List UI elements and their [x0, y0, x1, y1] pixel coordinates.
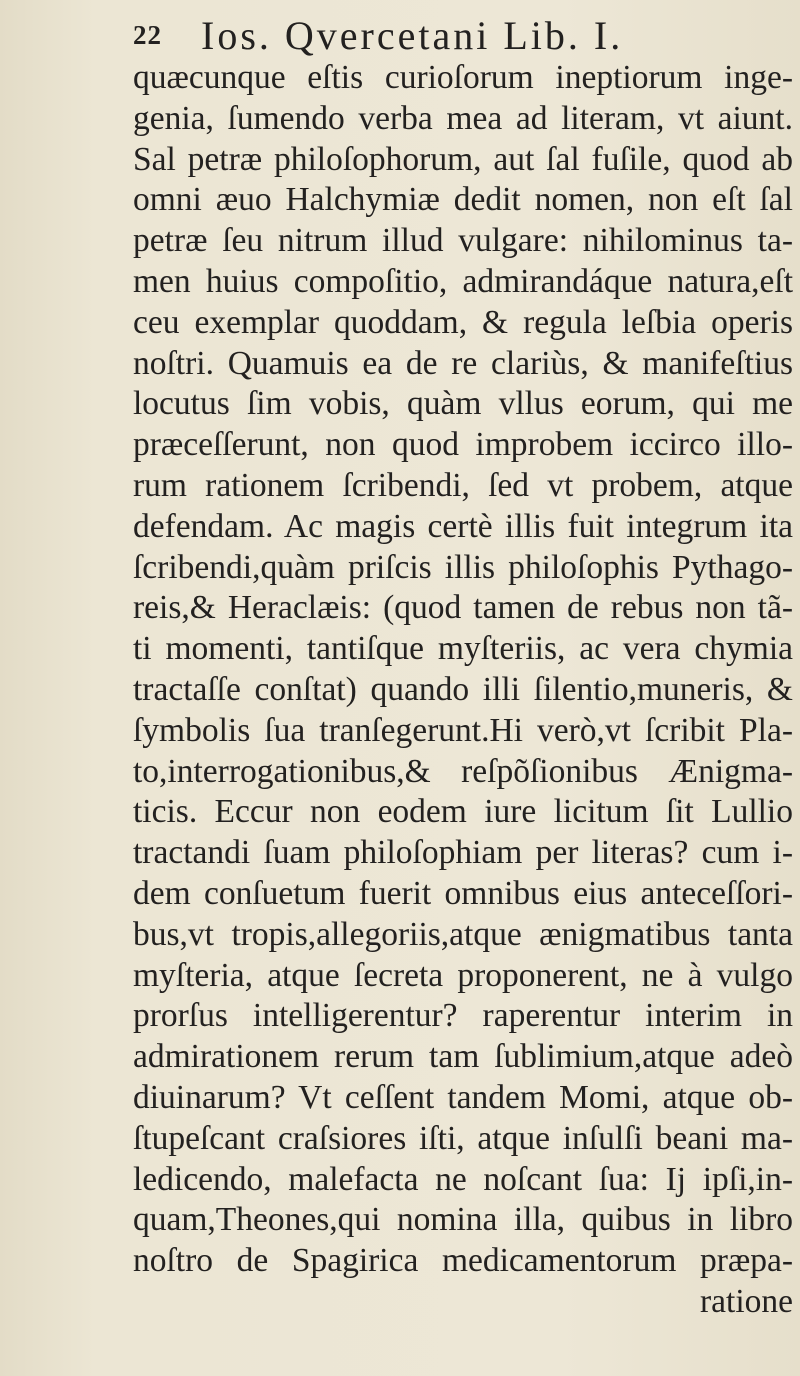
text-line: reis,& Heraclæis: (quod tamen de rebus non tã-: [133, 589, 793, 627]
text-line: quæcunque eſtis curioſorum ineptiorum inge-: [133, 59, 793, 96]
text-line: petræ ſeu nitrum illud vulgare: nihilominus ta-: [133, 222, 793, 260]
text-line: quam,Theones,qui nomina illa, quibus in libro: [133, 1201, 793, 1239]
catchword: ratione: [699, 1282, 793, 1320]
text-line: genia, ſumendo verba mea ad literam, vt aiunt.: [133, 99, 793, 137]
text-line: noſtro de Spagirica medicamentorum præpa-: [133, 1242, 793, 1280]
text-line: ledicendo, malefacta ne noſcant ſua: Ij ipſi,in-: [133, 1160, 793, 1198]
text-line: men huius compoſitio, admirandáque natura,eſt: [133, 262, 793, 300]
text-line: præceſſerunt, non quod improbem iccirco illo-: [133, 426, 793, 464]
body-text: [133, 58, 793, 1323]
text-line: dem conſuetum fuerit omnibus eius anteceſſori-: [133, 874, 793, 912]
text-line: locutus ſim vobis, quàm vllus eorum, qui me: [133, 385, 793, 423]
running-head: Ios. Qvercetani Lib. I.: [201, 13, 624, 58]
text-line: ſcribendi,quàm priſcis illis philoſophis Pythago-: [133, 548, 793, 586]
text-line: tractaſſe conſtat) quando illi ſilentio,muneris, &: [133, 670, 793, 708]
text-line: ſymbolis ſua tranſegerunt.Hi verò,vt ſcribit Pla-: [133, 711, 793, 749]
text-line: ſtupeſcant craſsiores iſti, atque inſulſi beani ma-: [133, 1119, 793, 1157]
text-line: ti momenti, tantiſque myſteriis, ac vera chymia: [133, 630, 793, 668]
text-line: ticis. Eccur non eodem iure licitum ſit Lullio: [133, 793, 793, 831]
text-line: ceu exemplar quoddam, & regula leſbia operis: [133, 303, 793, 341]
text-line: to,interrogationibus,& reſpõſionibus Ænigma-: [133, 752, 793, 790]
page-header: [133, 12, 793, 60]
text-line: diuinarum? Vt ceſſent tandem Momi, atque ob-: [133, 1078, 793, 1116]
text-line: omni æuo Halchymiæ dedit nomen, non eſt ſal: [133, 181, 793, 219]
text-line: admirationem rerum tam ſublimium,atque adeò: [133, 1038, 793, 1076]
text-line: tractandi ſuam philoſophiam per literas? cum i-: [133, 834, 793, 872]
text-line: defendam. Ac magis certè illis fuit integrum ita: [133, 507, 793, 545]
text-line: myſteria, atque ſecreta proponerent, ne à vulgo: [133, 956, 793, 994]
text-line: bus,vt tropis,allegoriis,atque ænigmatibus tanta: [133, 915, 793, 953]
text-line: noſtri. Quamuis ea de re clariùs, & manifeſtius: [133, 344, 793, 382]
page-number: 22: [133, 20, 162, 50]
text-line: rum rationem ſcribendi, ſed vt probem, atque: [133, 466, 793, 504]
text-line: Sal petræ philoſophorum, aut ſal fuſile, quod ab: [133, 140, 793, 178]
text-line: prorſus intelligerentur? raperentur interim in: [133, 997, 793, 1035]
